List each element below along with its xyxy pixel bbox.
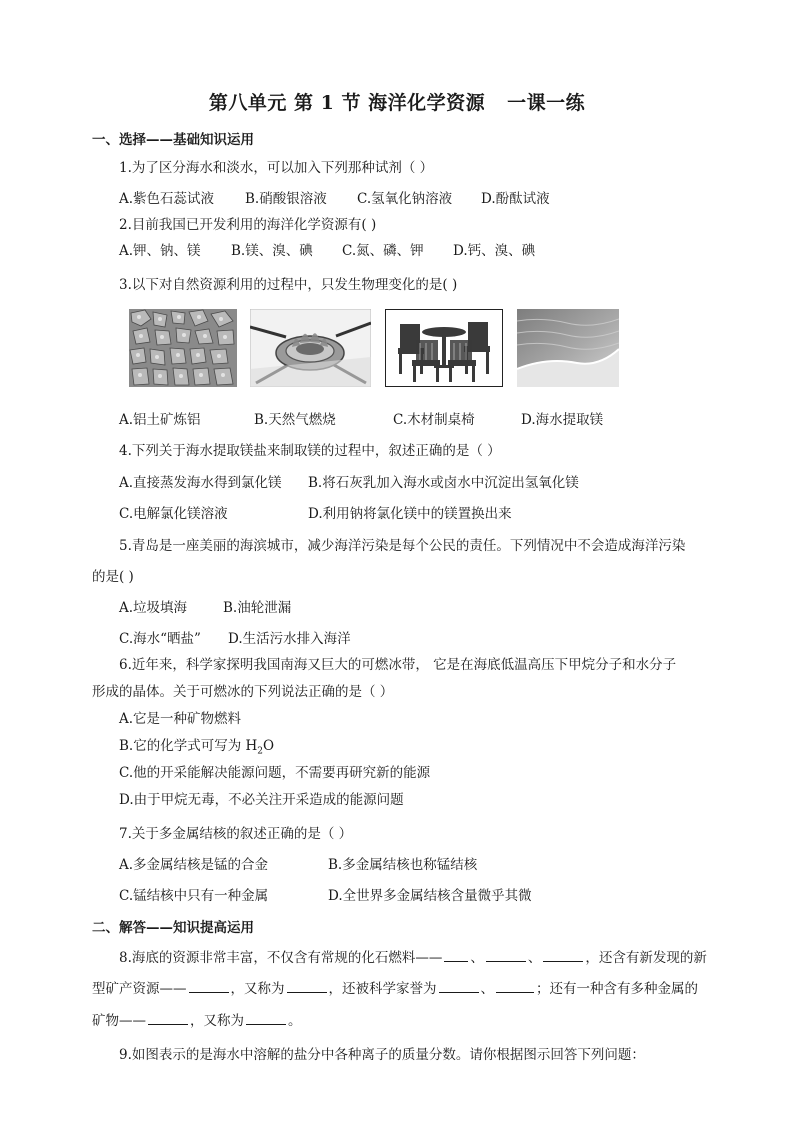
q8-blank-6[interactable] [439, 979, 479, 993]
q8-line3: 矿物—— ，又称为 。 [92, 1013, 302, 1029]
q1-option-a: A.紫色石蕊试液 [119, 191, 215, 207]
bauxite-ore-image [129, 309, 237, 387]
section-2-heading: 二、解答——知识提高运用 [92, 920, 254, 936]
page-title [0, 88, 794, 115]
q8-blank-4[interactable] [189, 979, 229, 993]
q8-blank-9[interactable] [246, 1011, 286, 1025]
q4-option-d: D.利用钠将氯化镁中的镁置换出来 [308, 506, 512, 522]
q5-option-d: D.生活污水排入海洋 [228, 631, 351, 647]
q5-stem-line2: 的是( ) [92, 569, 134, 585]
q8-blank-7[interactable] [496, 979, 534, 993]
q8-blank-3[interactable] [543, 948, 583, 962]
q5-stem-line1: 5.青岛是一座美丽的海滨城市，减少海洋污染是每个公民的责任。下列情况中不会造成海洋污染 [119, 538, 686, 554]
q6-option-a: A.它是一种矿物燃料 [119, 711, 242, 727]
q2-option-a: A.钾、钠、镁 [119, 243, 201, 259]
gas-stove-image [250, 309, 371, 387]
seawater-image [517, 309, 619, 387]
q2-option-b: B.镁、溴、碘 [231, 243, 313, 259]
q2-option-c: C.氮、磷、钾 [342, 243, 424, 259]
q3-stem: 3.以下对自然资源利用的过程中，只发生物理变化的是( ) [119, 277, 458, 293]
q8-line1: 8.海底的资源非常丰富，不仅含有常规的化石燃料—— 、 、 ，还含有新发现的新 [119, 950, 707, 966]
q6-option-c: C.他的开采能解决能源问题，不需要再研究新的能源 [119, 765, 431, 781]
section-1-heading: 一、选择——基础知识运用 [92, 132, 254, 148]
q8-line2: 型矿产资源—— ，又称为 ，还被科学家誉为 、 ；还有一种含有多种金属的 [92, 981, 698, 997]
q7-option-c: C.锰结核中只有一种金属 [119, 888, 269, 904]
q6-option-d: D.由于甲烷无毒，不必关注开采造成的能源问题 [119, 792, 404, 808]
q1-option-d: D.酚酞试液 [481, 191, 550, 207]
q9-stem: 9.如图表示的是海水中溶解的盐分中各种离子的质量分数。请你根据图示回答下列问题： [119, 1047, 645, 1063]
q6-option-b: B.它的化学式可写为 $H_2O$ [119, 738, 275, 757]
q5-option-a: A.垃圾填海 [119, 600, 188, 616]
q4-option-a: A.直接蒸发海水得到氯化镁 [119, 475, 282, 491]
q5-option-b: B.油轮泄漏 [223, 600, 292, 616]
q4-stem: 4.下列关于海水提取镁盐来制取镁的过程中，叙述正确的是（ ） [119, 443, 501, 459]
q1-stem: 1.为了区分海水和淡水，可以加入下列那种试剂（ ） [119, 160, 434, 176]
q8-blank-1[interactable] [444, 948, 468, 962]
q3-option-c: C.木材制桌椅 [393, 412, 475, 428]
q6-stem-line2: 形成的晶体。关于可燃冰的下列说法正确的是（ ） [92, 684, 394, 700]
q4-option-b: B.将石灰乳加入海水或卤水中沉淀出氢氧化镁 [308, 475, 579, 491]
q1-option-c: C.氢氧化钠溶液 [357, 191, 453, 207]
q6-stem-line1: 6.近年来，科学家探明我国南海又巨大的可燃冰带， 它是在海底低温高压下甲烷分子和水分子 [119, 657, 677, 673]
q7-stem: 7.关于多金属结核的叙述正确的是（ ） [119, 826, 353, 842]
q2-stem: 2.目前我国已开发利用的海洋化学资源有( ) [119, 217, 377, 233]
q3-option-d: D.海水提取镁 [521, 412, 604, 428]
q4-option-c: C.电解氯化镁溶液 [119, 506, 228, 522]
q7-option-d: D.全世界多金属结核含量微乎其微 [328, 888, 532, 904]
q5-option-c: C.海水“晒盐” [119, 631, 201, 647]
q8-blank-5[interactable] [287, 979, 327, 993]
title-main: 第八单元 第 1 节 海洋化学资源 [208, 92, 486, 114]
q2-option-d: D.钙、溴、碘 [453, 243, 536, 259]
q3-option-b: B.天然气燃烧 [254, 412, 336, 428]
table-chairs-image [385, 309, 503, 387]
q3-option-a: A.铝土矿炼铝 [119, 412, 201, 428]
q8-blank-2[interactable] [486, 948, 526, 962]
q8-blank-8[interactable] [148, 1011, 188, 1025]
title-sub: 一课一练 [507, 92, 586, 114]
q1-option-b: B.硝酸银溶液 [245, 191, 327, 207]
q7-option-a: A.多金属结核是锰的合金 [119, 857, 269, 873]
q7-option-b: B.多金属结核也称锰结核 [328, 857, 478, 873]
